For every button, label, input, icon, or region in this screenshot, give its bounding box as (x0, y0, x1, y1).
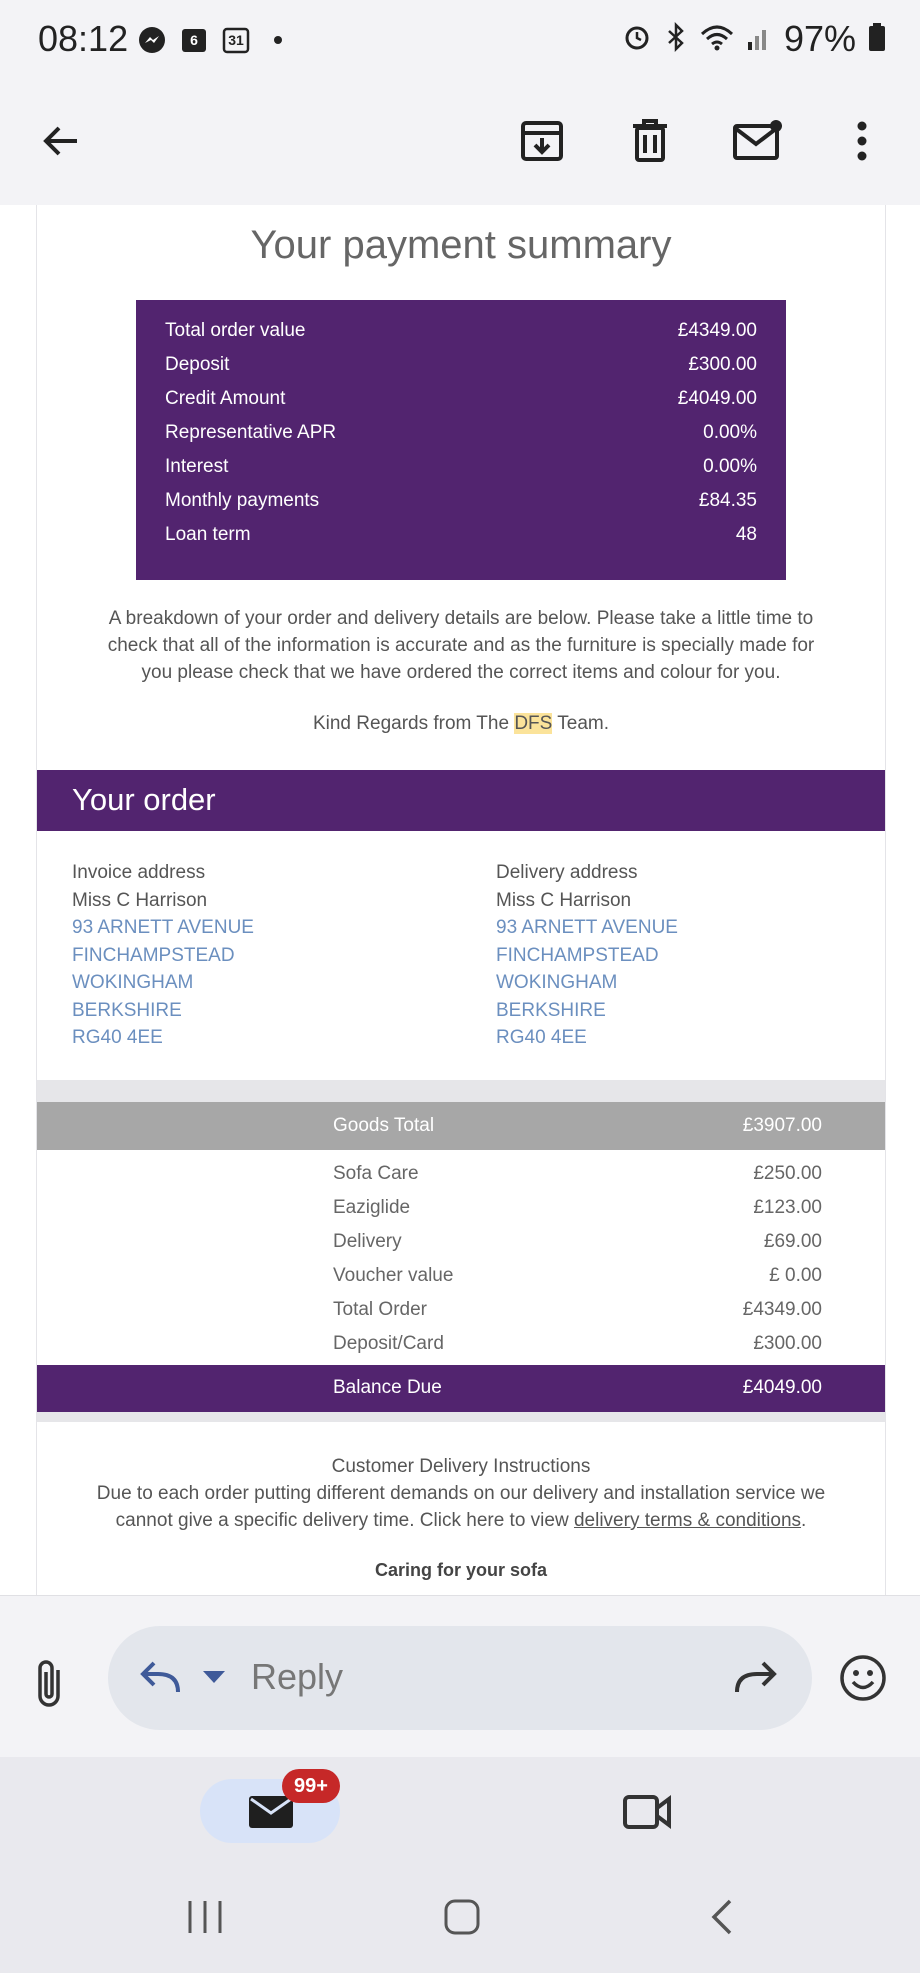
video-camera-icon (622, 1820, 672, 1837)
order-line-label: Sofa Care (333, 1163, 419, 1184)
delivery-address-line[interactable]: RG40 4EE (496, 1027, 587, 1048)
delivery-address-label: Delivery address (496, 862, 638, 883)
caring-title: Caring for your sofa (374, 1560, 548, 1580)
order-line-value: £123.00 (753, 1197, 822, 1218)
invoice-address-line[interactable]: BERKSHIRE (72, 999, 182, 1021)
summary-value: £4049.00 (677, 388, 757, 409)
calendar-31-icon (220, 24, 252, 56)
order-line-value: £300.00 (753, 1333, 822, 1354)
order-line-label: Delivery (333, 1231, 402, 1252)
battery-level: 97% (783, 18, 856, 59)
system-navigation (0, 1863, 920, 1973)
email-card (36, 205, 886, 1595)
delivery-address (496, 859, 678, 1052)
order-line-value: £250.00 (753, 1163, 822, 1184)
delivery-address-line[interactable]: 93 ARNETT AVENUE (496, 917, 678, 938)
brand-highlight: DFS (514, 713, 553, 734)
order-line-label: Eaziglide (333, 1197, 411, 1218)
summary-label: Deposit (165, 354, 230, 375)
mark-unread-button[interactable] (723, 108, 793, 178)
back-arrow-icon (39, 119, 83, 168)
regards-text (37, 713, 885, 735)
invoice-address-line[interactable]: WOKINGHAM (72, 972, 194, 993)
order-line-label: Deposit/Card (333, 1333, 444, 1354)
order-line-row (333, 1157, 822, 1191)
calendar-6-icon (178, 24, 210, 56)
attach-icon (28, 1699, 72, 1716)
goods-total-band (37, 1102, 885, 1150)
delivery-name: Miss C Harrison (496, 889, 632, 911)
delivery-instructions-title: Customer Delivery Instructions (331, 1456, 591, 1477)
archive-icon (519, 118, 565, 169)
clock: 08:12 (38, 18, 129, 59)
balance-due-row (333, 1371, 822, 1405)
payment-summary-title: Your payment summary (250, 223, 672, 267)
summary-row (136, 518, 786, 552)
order-line-value: £69.00 (763, 1231, 822, 1252)
summary-row (136, 382, 786, 416)
your-order-header (37, 770, 885, 831)
calendar-6-label: 6 (190, 32, 198, 48)
notification-icons (136, 24, 294, 56)
goods-total-label: Goods Total (333, 1115, 435, 1136)
delivery-instructions-end: . (801, 1510, 807, 1531)
email-body[interactable] (0, 205, 920, 1595)
summary-label: Interest (165, 456, 229, 477)
your-order-title: Your order (72, 782, 216, 817)
recent-apps-button[interactable] (185, 1897, 225, 1942)
bottom-navigation (0, 1757, 920, 1863)
summary-row (136, 450, 786, 484)
invoice-address-line[interactable]: FINCHAMPSTEAD (72, 944, 235, 966)
home-button[interactable] (442, 1897, 482, 1942)
delivery-instructions (77, 1453, 845, 1534)
order-line-row (333, 1259, 822, 1293)
balance-due-label: Balance Due (333, 1377, 442, 1398)
summary-row (136, 348, 786, 382)
order-line-row (333, 1225, 822, 1259)
summary-label: Credit Amount (165, 388, 286, 409)
regards-suffix: Team. (552, 713, 610, 734)
archive-button[interactable] (507, 108, 577, 178)
battery-icon (868, 22, 886, 57)
emoji-button[interactable] (838, 1653, 888, 1703)
bluetooth-icon (664, 22, 688, 57)
reply-placeholder: Reply (251, 1656, 344, 1697)
system-status-icons (622, 18, 886, 60)
reply-options-chevron-down-icon[interactable] (202, 1670, 226, 1691)
summary-value: 0.00% (703, 422, 757, 443)
summary-label: Representative APR (165, 422, 337, 443)
goods-total-row (333, 1109, 822, 1143)
system-back-button[interactable] (702, 1897, 742, 1942)
order-line-value: £ 0.00 (769, 1265, 822, 1286)
balance-due-band (37, 1365, 885, 1412)
status-bar (0, 0, 920, 80)
delivery-address-line[interactable]: BERKSHIRE (496, 999, 606, 1021)
breakdown-text: A breakdown of your order and delivery details are below. Please take a little time to check that all of the information is accurate and as the furniture is specially made for you please check that we have ordered the correct items and colour for you. (107, 608, 815, 683)
summary-label: Total order value (165, 320, 306, 341)
delivery-terms-link[interactable]: delivery terms & conditions (573, 1510, 802, 1531)
invoice-address-line[interactable]: RG40 4EE (72, 1027, 163, 1048)
alarm-icon (622, 22, 652, 57)
divider (37, 1412, 885, 1422)
summary-row (136, 484, 786, 518)
goods-total-value: £3907.00 (742, 1115, 822, 1136)
summary-row (136, 416, 786, 450)
email-toolbar (0, 80, 920, 205)
order-line-row (333, 1191, 822, 1225)
summary-label: Monthly payments (165, 490, 320, 511)
balance-due-value: £4049.00 (742, 1377, 822, 1398)
delete-button[interactable] (615, 108, 685, 178)
order-line-row (333, 1293, 822, 1327)
unread-badge: 99+ (282, 1769, 340, 1803)
delivery-address-line[interactable]: WOKINGHAM (496, 972, 618, 993)
more-vert-icon (855, 119, 869, 168)
mail-icon (248, 1795, 294, 1834)
forward-icon[interactable] (733, 1658, 779, 1703)
calendar-31-label: 31 (228, 32, 244, 48)
delivery-instructions-text: Due to each order putting different demands on our delivery and installation service we cannot give a specific delivery time. Click here to view (96, 1483, 826, 1531)
mark-unread-icon (732, 118, 784, 169)
attach-button[interactable] (28, 1656, 72, 1712)
summary-value: 48 (735, 524, 757, 545)
summary-label: Loan term (165, 524, 251, 545)
summary-value: £300.00 (688, 354, 757, 375)
summary-row (136, 314, 786, 348)
invoice-address (72, 859, 254, 1052)
back-button[interactable] (26, 108, 96, 178)
summary-value: £84.35 (698, 490, 757, 511)
reply-bar (0, 1595, 920, 1758)
order-line-row (333, 1327, 822, 1361)
wifi-icon (700, 22, 734, 57)
summary-value: £4349.00 (677, 320, 757, 341)
invoice-name: Miss C Harrison (72, 889, 208, 911)
delete-icon (629, 118, 671, 169)
messenger-icon (136, 24, 168, 56)
emoji-icon (838, 1690, 888, 1707)
signal-icon (746, 22, 772, 57)
meet-tab[interactable] (622, 1791, 672, 1833)
more-options-button[interactable] (827, 108, 897, 178)
order-line-label: Total Order (333, 1299, 427, 1320)
dot-icon (262, 24, 294, 56)
reply-icon[interactable] (138, 1658, 182, 1703)
order-line-label: Voucher value (333, 1265, 454, 1286)
invoice-address-line[interactable]: 93 ARNETT AVENUE (72, 917, 254, 938)
summary-value: 0.00% (703, 456, 757, 477)
delivery-address-line[interactable]: FINCHAMPSTEAD (496, 944, 659, 966)
order-line-value: £4349.00 (742, 1299, 822, 1320)
regards-prefix: Kind Regards from The (312, 713, 515, 734)
invoice-address-label: Invoice address (72, 862, 206, 883)
reply-field[interactable] (108, 1626, 812, 1730)
divider (37, 1080, 885, 1102)
payment-summary-box (136, 300, 786, 580)
